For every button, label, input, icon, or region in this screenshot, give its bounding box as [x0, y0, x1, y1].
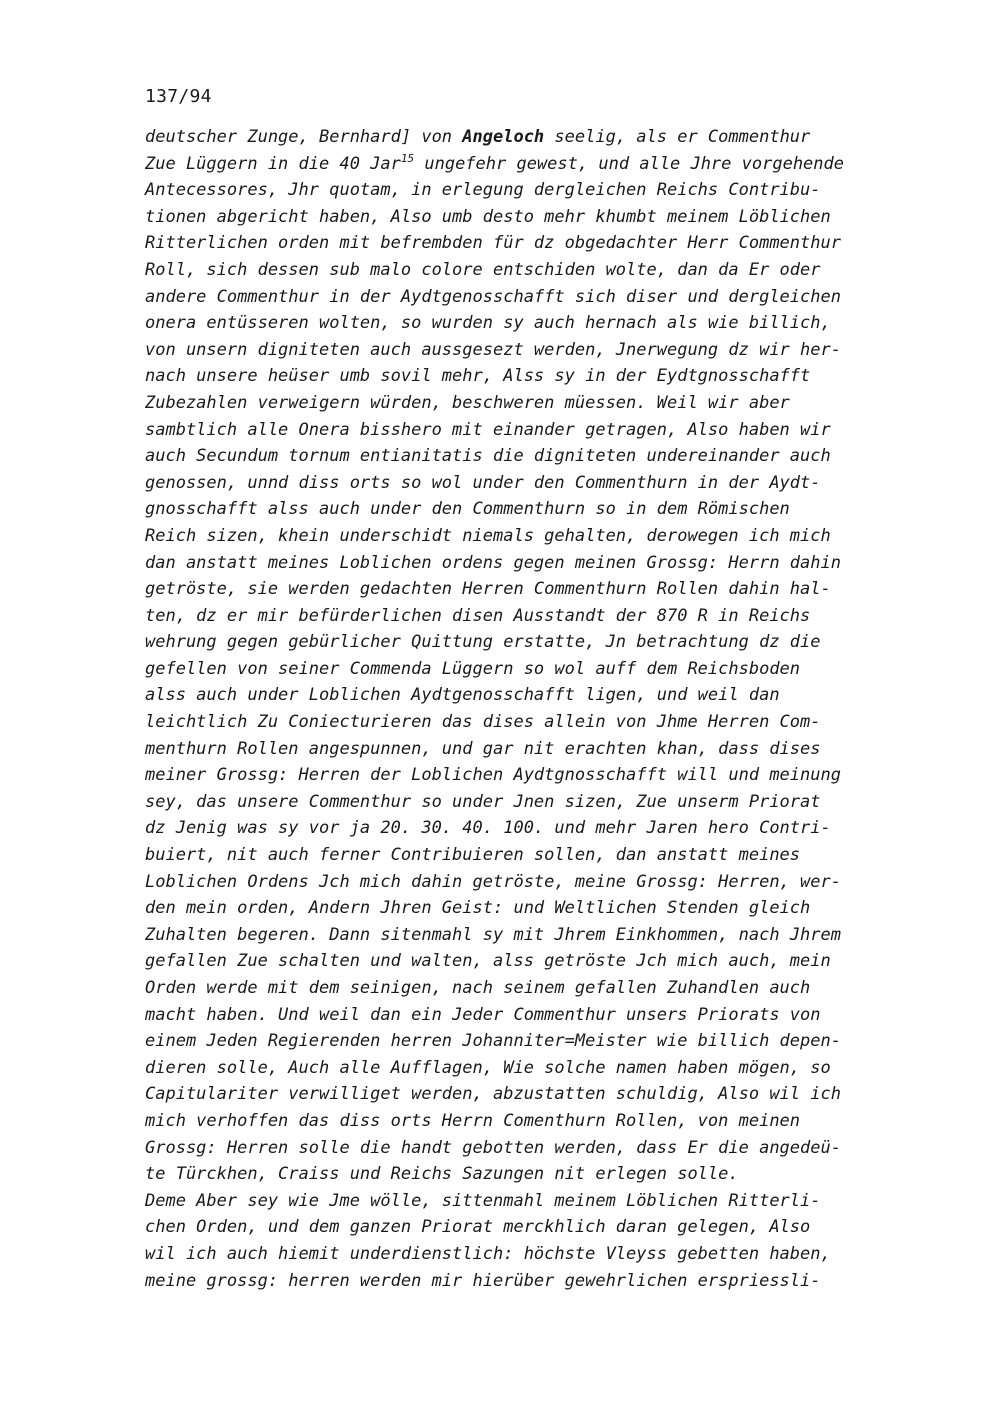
text-line: gefellen von seiner Commenda Lüggern so wol auff dem Reichsboden [145, 658, 801, 679]
text-line: dan anstatt meines Loblichen ordens gegen meinen Grossg: Herrn dahin [145, 552, 841, 573]
text-segment: deutscher Zunge, Bernhard] von [145, 127, 463, 147]
text-line: Antecessores, Jhr quotam, in erlegung dergleichen Reichs Contribu- [145, 180, 821, 201]
text-line: tionen abgericht haben, Also umb desto mehr khumbt meinem Löblichen [145, 206, 831, 227]
text-line: gnosschafft alss auch under den Commenthurn so in dem Römischen [145, 499, 790, 520]
text-segment: seelig, als er Commenthur [544, 127, 811, 147]
text-line: onera entüsseren wolten, so wurden sy auch hernach als wie billich, [145, 313, 831, 334]
text-line: andere Commenthur in der Aydtgenosschafft sich diser und dergleichen [145, 286, 841, 307]
text-line: dieren solle, Auch alle Aufflagen, Wie solche namen haben mögen, so [145, 1057, 831, 1078]
text-line: Reich sizen, khein underschidt niemals gehalten, derowegen ich mich [145, 525, 831, 546]
footnote-marker: 15 [400, 151, 415, 165]
text-line: Grossg: Herren solle die handt gebotten werden, dass Er die angedeü- [145, 1137, 841, 1158]
text-line: leichtlich Zu Coniecturieren das dises allein von Jhme Herren Com- [145, 712, 821, 733]
text-line: te Türckhen, Craiss und Reichs Sazungen nit erlegen solle. [145, 1164, 739, 1185]
bold-name: Angeloch [462, 127, 545, 147]
text-line: sey, das unsere Commenthur so under Jnen sizen, Zue unserm Priorat [145, 791, 821, 812]
text-line: getröste, sie werden gedachten Herren Commenthurn Rollen dahin hal- [145, 579, 831, 600]
text-line: buiert, nit auch ferner Contribuieren sollen, dan anstatt meines [145, 845, 801, 866]
text-line: Ritterlichen orden mit befrembden für dz obgedachter Herr Commenthur [145, 233, 841, 254]
text-line: ten, dz er mir befürderlichen disen Ausstandt der 870 R in Reichs [145, 605, 811, 626]
text-line: sambtlich alle Onera bisshero mit einander getragen, Also haben wir [145, 419, 831, 440]
text-line: einem Jeden Regierenden herren Johanniter=Meister wie billich depen- [145, 1031, 841, 1052]
text-line: Zuhalten begeren. Dann sitenmahl sy mit Jhrem Einkhommen, nach Jhrem [145, 924, 841, 945]
text-line [145, 124, 925, 151]
text-line: mich verhoffen das diss orts Herrn Comenthurn Rollen, von meinen [145, 1110, 801, 1131]
text-line: meine grossg: herren werden mir hierüber gewehrlichen erspriessli- [145, 1270, 821, 1291]
text-line: den mein orden, Andern Jhren Geist: und Weltlichen Stenden gleich [145, 898, 811, 919]
text-line: chen Orden, und dem ganzen Priorat merckhlich daran gelegen, Also [145, 1217, 811, 1238]
text-line: menthurn Rollen angespunnen, und gar nit erachten khan, dass dises [145, 738, 821, 759]
text-line: genossen, unnd diss orts so wol under den Commenthurn in der Aydt- [145, 472, 821, 493]
text-line: nach unsere heüser umb sovil mehr, Alss sy in der Eydtgnosschafft [145, 366, 811, 387]
text-line: alss auch under Loblichen Aydtgenosschafft ligen, und weil dan [145, 685, 780, 706]
text-line: wil ich auch hiemit underdienstlich: höchste Vleyss gebetten haben, [145, 1243, 831, 1264]
document-body [145, 124, 925, 1294]
text-segment: ungefehr gewest, und alle Jhre vorgehende [414, 153, 844, 174]
text-segment: Zue Lüggern in die 40 Jar [145, 153, 401, 174]
text-line: dz Jenig was sy vor ja 20. 30. 40. 100. und mehr Jaren hero Contri- [145, 818, 831, 839]
text-line: Capitulariter verwilliget werden, abzustatten schuldig, Also wil ich [145, 1084, 841, 1105]
text-line: Deme Aber sey wie Jme wölle, sittenmahl meinem Löblichen Ritterli- [145, 1190, 821, 1211]
text-line: macht haben. Und weil dan ein Jeder Commenthur unsers Priorats von [145, 1004, 821, 1025]
text-line: wehrung gegen gebürlicher Quittung erstatte, Jn betrachtung dz die [145, 632, 821, 653]
text-line: auch Secundum tornum entianitatis die digniteten undereinander auch [145, 446, 831, 467]
text-line [145, 151, 925, 178]
text-line: von unsern digniteten auch aussgesezt werden, Jnerwegung dz wir her- [145, 339, 841, 360]
text-line: Loblichen Ordens Jch mich dahin getröste, meine Grossg: Herren, wer- [145, 871, 841, 892]
text-line: Orden werde mit dem seinigen, nach seinem gefallen Zuhandlen auch [145, 978, 811, 998]
page-number: 137/94 [145, 86, 212, 107]
text-line: gefallen Zue schalten und walten, alss getröste Jch mich auch, mein [145, 951, 831, 972]
text-line: Zubezahlen verweigern würden, beschweren müessen. Weil wir aber [145, 392, 790, 413]
text-line: Roll, sich dessen sub malo colore entschiden wolte, dan da Er oder [145, 259, 821, 280]
text-line: meiner Grossg: Herren der Loblichen Aydtgnosschafft will und meinung [145, 765, 841, 786]
